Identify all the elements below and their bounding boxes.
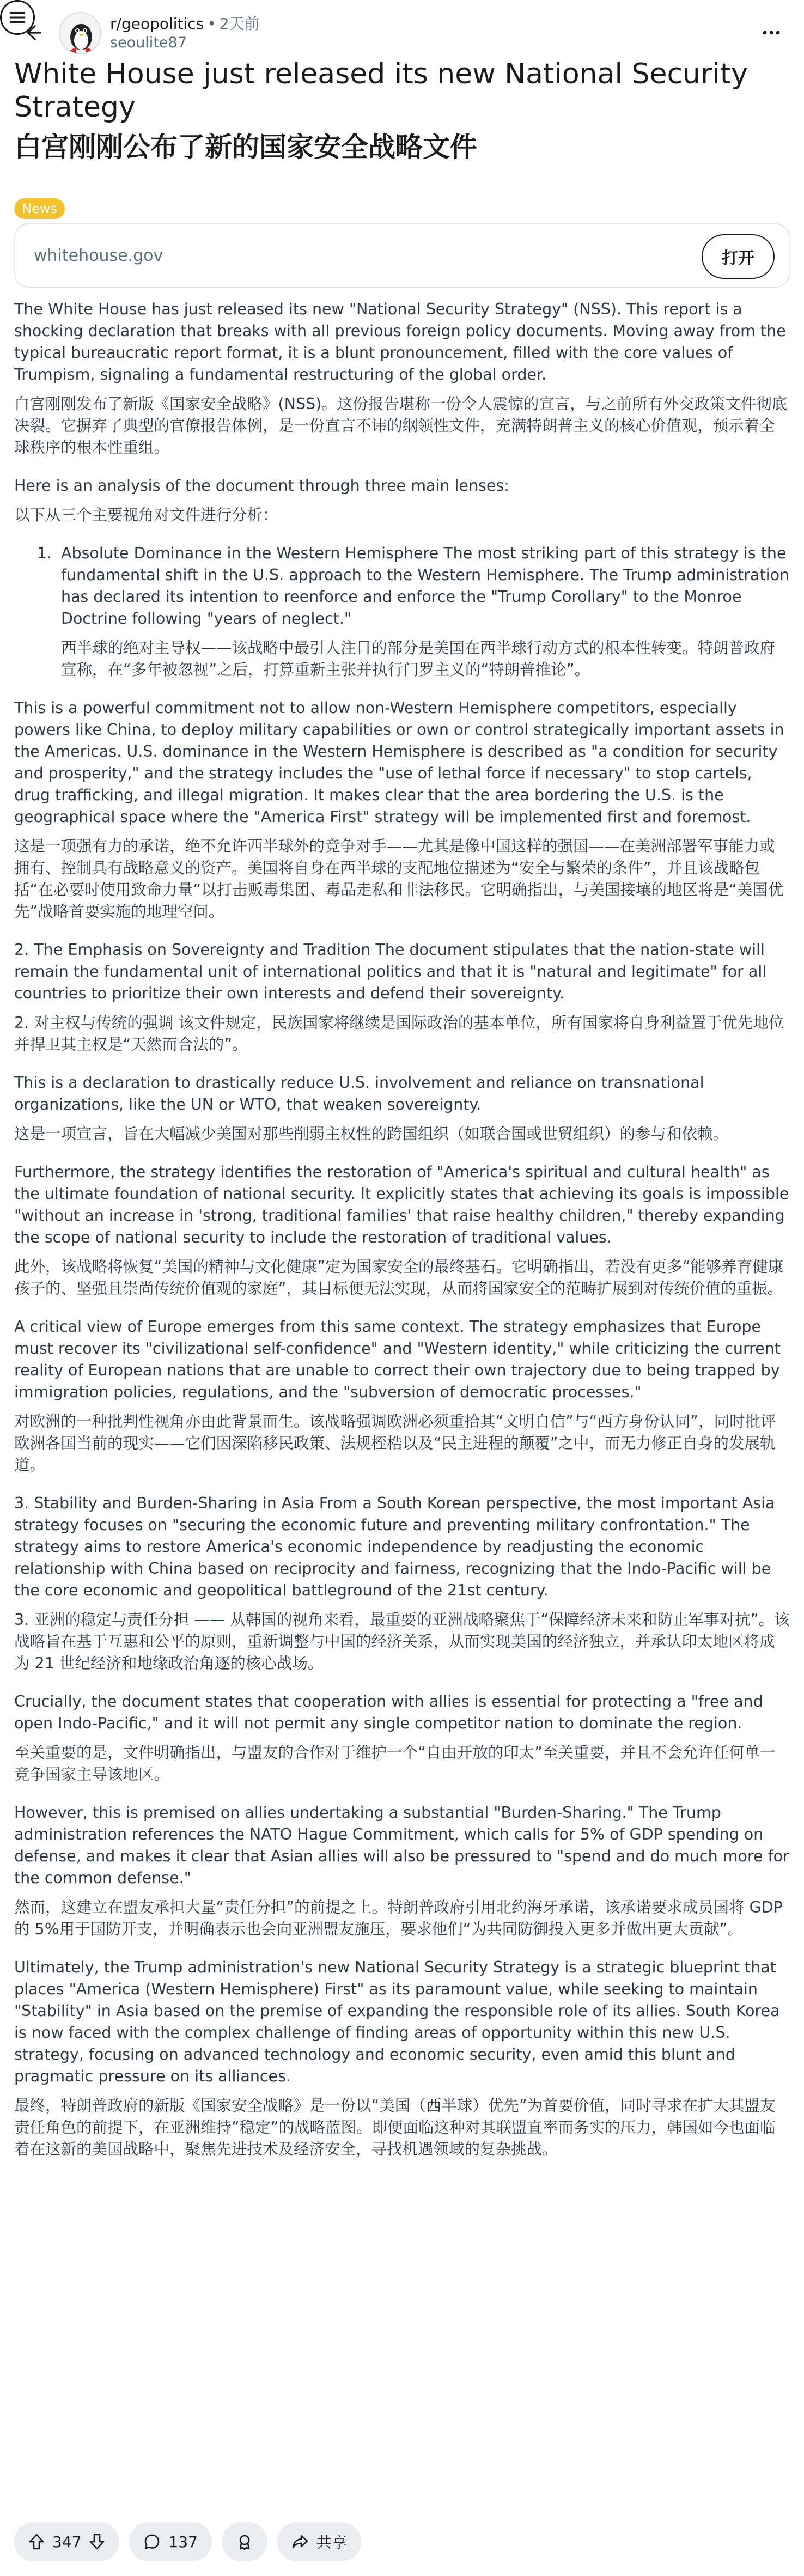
paragraph-zh: 最终，特朗普政府的新版《国家安全战略》是一份以“美国（西半球）优先”为首要价值，同时寻求在扩大其盟友责任角色的前提下，在亚洲维持“稳定”的战略蓝图。即便面临这种对其联盟直率而务实的压力，韩国如今也面临着在这新的美国战略中，聚焦先进技术及经济安全，寻找机遇领域的复杂挑战。 [14,2097,776,2158]
paragraph-en: 3. Stability and Burden-Sharing in Asia From a South Korean perspective, the most important Asia strategy focuses on "securing the economic future and preventing military confrontation." The strategy aims to restore America's economic independence by readjusting the economic relationship with China based on reciprocity and fairness, recognizing that the Indo-Pacific will be the core economic and geopolitical battleground of the 21st century. [14,1494,775,1599]
paragraph-en: Here is an analysis of the document through three main lenses: [14,477,509,495]
share-label: 共享 [316,2534,347,2551]
paragraph-zh: 白宫刚刚发布了新版《国家安全战略》(NSS)。这份报告堪称一份令人震惊的宣言，与之前所有外交政策文件彻底决裂。它摒弃了典型的官僚报告体例，是一份直言不讳的纲领性文件，充满特朗普主义的核心价值观，预示着全球秩序的根本性重组。 [14,395,788,456]
vote-count: 347 [52,2532,82,2551]
author-username[interactable]: seoulite87 [110,34,187,51]
list-item-zh: 西半球的绝对主导权——该战略中最引人注目的部分是美国在西半球行动方式的根本性转变。特朗普政府宣称，在“多年被忽视”之后，打算重新主张并执行门罗主义的“特朗普推论”。 [61,639,776,679]
paragraph-zh: 这是一项强有力的承诺，绝不允许西半球外的竞争对手——尤其是像中国这样的强国——在美洲部署军事能力或拥有、控制具有战略意义的资产。美国将自身在西半球的支配地位描述为“安全与繁荣的条件”，并且该战略包括“在必要时使用致命力量”以打击贩毒集团、毒品走私和非法移民。它明确指出，与美国接壤的地区将是“美国优先”战略首要实施的地理空间。 [14,837,784,921]
comments-button[interactable] [129,2522,211,2561]
paragraph-en: 2. The Emphasis on Sovereignty and Tradition The document stipulates that the nation-state will remain the fundamental unit of international politics and that it is "natural and legitimate" for all countries to prioritize their own interests and defend their sovereignty. [14,941,767,1002]
post-title-zh: 白宫刚刚公布了新的国家安全战略文件 [14,131,477,163]
paragraph-en: The White House has just released its new "National Security Strategy" (NSS). This report is a shocking declaration that breaks with all previous foreign policy documents. Moving away from the typical bureaucratic report format, it is a blunt pronouncement, filled with the core values of Trumpism, signaling a fundamental restructuring of the global order. [14,300,786,383]
paragraph-zh: 至关重要的是，文件明确指出，与盟友的合作对于维护一个“自由开放的印太”至关重要，并且不会允许任何单一竞争国家主导该地区。 [14,1744,776,1783]
paragraph-zh: 对欧洲的一种批判性视角亦由此背景而生。该战略强调欧洲必须重拾其“文明自信”与“西方身份认同”，同时批评欧洲各国当前的现实——它们因深陷移民政策、法规桎梏以及“民主进程的颠覆”之中，而无力修正自身的发展轨道。 [14,1412,776,1474]
penguin-avatar-icon [60,13,101,54]
share-button[interactable] [277,2522,361,2561]
open-link-button[interactable]: 打开 [702,234,775,279]
back-button[interactable] [16,16,49,49]
paragraph-en: This is a declaration to drastically reduce U.S. involvement and reliance on transnational organizations, like the UN or WTO, that weaken sovereignty. [14,1074,704,1113]
vote-control [14,2522,119,2561]
link-domain: whitehouse.gov [34,246,163,265]
meta-separator: • [207,15,216,33]
post-meta [110,14,260,52]
paragraph-zh: 然而，这建立在盟友承担大量“责任分担”的前提之上。特朗普政府引用北约海牙承诺，该承诺要求成员国将 GDP 的 5%用于国防开支，并明确表示也会向亚洲盟友施压，要求他们“为共同防御投入更多并做出更大贡献”。 [14,1898,783,1938]
more-dots-icon [762,29,781,36]
comment-bubble-icon [143,2533,161,2550]
paragraph-en: Furthermore, the strategy identifies the restoration of "America's spiritual and cultural health" as the ultimate foundation of national security. It explicitly states that achieving its goals is impossible "without an increase in 'strong, traditional families' that raise healthy children," thereby expanding the scope of national security to include the restoration of traditional values. [14,1163,789,1246]
upvote-arrow-icon [28,2533,45,2550]
subreddit-name[interactable]: r/geopolitics [110,15,204,33]
subreddit-avatar[interactable] [59,12,101,54]
paragraph-en: This is a powerful commitment not to allow non-Western Hemisphere competitors, especially powers like China, to deploy military capabilities or own or control strategically important assets in the Americas. U.S. dominance in the Western Hemisphere is described as "a condition for security and prosperity," and the strategy includes the "use of lethal force if necessary" to stop cartels, drug trafficking, and illegal migration. It makes clear that the area bordering the U.S. is the geographical space where the "America First" strategy will be implemented first and foremost. [14,699,784,826]
downvote-button[interactable] [89,2533,105,2550]
paragraph-en: However, this is premised on allies undertaking a substantial "Burden-Sharing." The Trump administration references the NATO Hague Commitment, which calls for 5% of GDP spending on defense, and makes it clear that Asian allies will also be pressured to "spend and do much more for the common defense." [14,1804,789,1887]
downvote-arrow-icon [89,2533,105,2550]
upvote-button[interactable] [28,2533,45,2550]
post-action-bar [14,2522,361,2561]
award-icon [236,2533,253,2550]
paragraph-zh: 以下从三个主要视角对文件进行分析： [14,506,278,524]
paragraph-zh: 2. 对主权与传统的强调 该文件规定，民族国家将继续是国际政治的基本单位，所有国家将自身利益置于优先地位并捍卫其主权是“天然而合法的”。 [14,1014,784,1053]
post-title-en: White House just released its new National Security Strategy [14,58,748,124]
link-preview-card[interactable] [14,223,790,288]
paragraph-zh: 此外，该战略将恢复“美国的精神与文化健康”定为国家安全的最终基石。它明确指出，若没有更多“能够养育健康孩子的、坚强且崇尚传统价值观的家庭”，其目标便无法实现，从而将国家安全的范畴扩展到对传统价值的重振。 [14,1258,784,1298]
list-number: 1. [37,544,52,562]
post-body [14,299,790,2177]
more-options-button[interactable] [755,16,788,49]
share-arrow-icon [291,2534,309,2550]
paragraph-en: Crucially, the document states that cooperation with allies is essential for protecting a "free and open Indo-Pacific," and it will not permit any single competitor nation to dominate the region. [14,1692,763,1732]
list-item-en: Absolute Dominance in the Western Hemisphere The most striking part of this strategy is the fundamental shift in the U.S. approach to the Western Hemisphere. The Trump administration has declared its intention to reenforce and enforce the "Trump Corollary" to the Monroe Doctrine following "years of neglect." [61,544,790,628]
paragraph-zh: 这是一项宣言，旨在大幅减少美国对那些削弱主权性的跨国组织（如联合国或世贸组织）的参与和依赖。 [14,1125,729,1143]
paragraph-en: Ultimately, the Trump administration's new National Security Strategy is a strategic blueprint that places "America (Western Hemisphere) First" as its paramount value, while seeking to maintain "Stability" in Asia based on the premise of expanding the responsible role of its allies. South Korea is now faced with the complex challenge of finding areas of opportunity within this new U.S. strategy, focusing on advanced technology and economic security, even amid this blunt and pragmatic pressure on its alliances. [14,1958,780,2085]
post-time: 2天前 [219,15,260,33]
list-item [14,543,790,681]
back-arrow-icon [23,23,42,42]
post-flair[interactable]: News [14,198,65,219]
award-button[interactable] [222,2522,267,2561]
paragraph-en: A critical view of Europe emerges from this same context. The strategy emphasizes that Europe must recover its "civilizational self-confidence" and "Western identity," while criticizing the current reality of European nations that are unable to correct their own trajectory due to being trapped by immigration policies, regulations, and the "subversion of democratic processes." [14,1318,781,1401]
comment-count: 137 [168,2532,198,2551]
paragraph-zh: 3. 亚洲的稳定与责任分担 —— 从韩国的视角来看，最重要的亚洲战略聚焦于“保障经济未来和防止军事对抗”。该战略旨在基于互惠和公平的原则，重新调整与中国的经济关系，从而实现美国的经济独立，并承认印太地区将成为 21 世纪经济和地缘政治角逐的核心战场。 [14,1611,790,1672]
